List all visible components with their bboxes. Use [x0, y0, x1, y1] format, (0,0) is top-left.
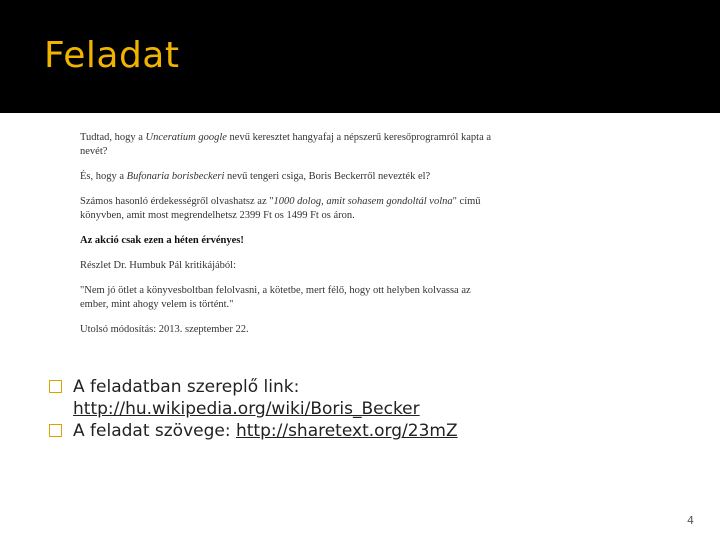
excerpt-italic: Unceratium google	[145, 132, 227, 143]
title-bar	[0, 0, 720, 113]
excerpt-italic: 1000 dolog, amit sohasem gondoltál volna	[273, 196, 453, 207]
sharetext-link[interactable]: http://sharetext.org/23mZ	[235, 421, 458, 441]
square-bullet-icon	[49, 380, 62, 393]
excerpt-text: " című könyvben, amit most megrendelhetsz 2399 Ft os 1499 Ft os áron.	[80, 196, 481, 221]
excerpt-text: nevű tengeri csiga, Boris Beckerről nevezték el?	[224, 171, 431, 182]
excerpt-paragraph-2	[80, 170, 500, 184]
excerpt-paragraph-3	[80, 195, 500, 223]
excerpt-text: És, hogy a	[80, 171, 127, 182]
excerpt-paragraph-7: Utolsó módosítás: 2013. szeptember 22.	[80, 324, 249, 335]
wikipedia-link[interactable]: http://hu.wikipedia.org/wiki/Boris_Becker	[73, 399, 420, 419]
page-number: 4	[687, 514, 694, 527]
excerpt-paragraph-5: Részlet Dr. Humbuk Pál kritikájából:	[80, 260, 237, 271]
bullet-list	[49, 376, 689, 442]
excerpt-text: Számos hasonló érdekességről olvashatsz az "	[80, 196, 274, 207]
bullet-text: A feladat szövege:	[73, 421, 236, 441]
excerpt-text: nevű keresztet hangyafaj a népszerű keresőprogramról kapta a nevét?	[80, 132, 492, 157]
bullet-item-link	[49, 376, 689, 420]
bullet-text: A feladatban szereplő link:	[73, 377, 300, 397]
excerpt-paragraph-1	[80, 131, 500, 159]
excerpt-screenshot	[80, 131, 500, 348]
square-bullet-icon	[49, 424, 62, 437]
slide-title: Feladat	[44, 35, 180, 76]
excerpt-paragraph-4: Az akció csak ezen a héten érvényes!	[80, 235, 244, 246]
bullet-item-text	[49, 420, 689, 442]
excerpt-italic: Bufonaria borisbeckeri	[126, 171, 225, 182]
excerpt-paragraph-6: "Nem jó ötlet a könyvesboltban felolvasni, a kötetbe, mert félő, hogy ott helyben kolvassa az ember, mint ahogy velem is történt."	[80, 285, 471, 310]
excerpt-text: Tudtad, hogy a	[80, 132, 146, 143]
